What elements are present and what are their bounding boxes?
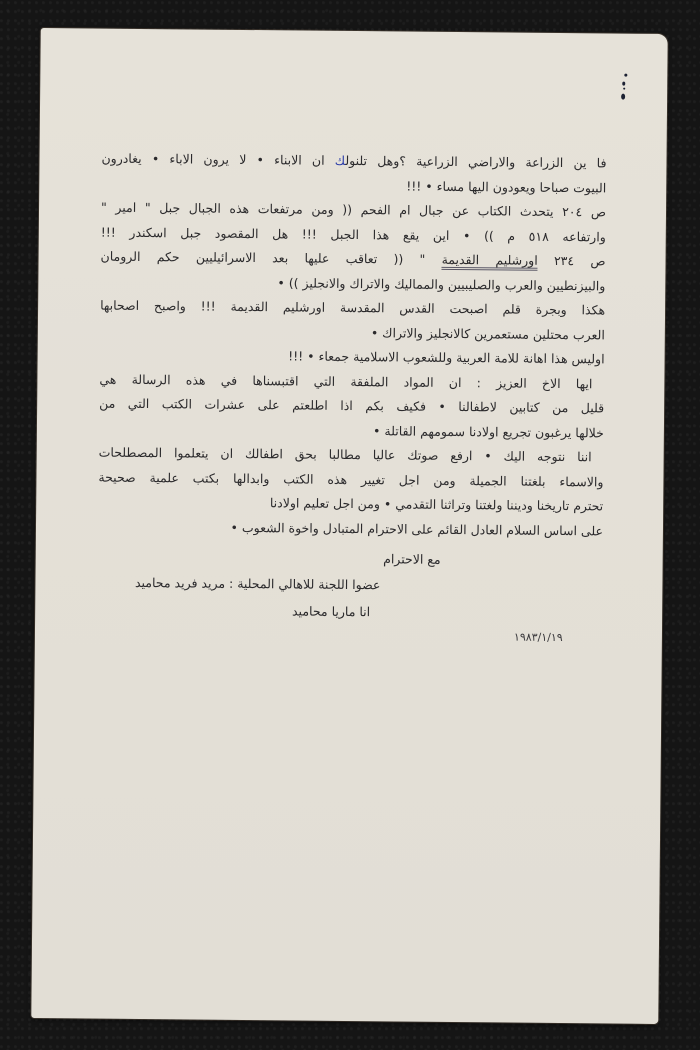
letter-body [98,147,607,544]
correction-mark: ك [334,152,346,168]
signature-line-2: انا ماريا محاميد [291,603,371,620]
signature-line-1: عضوا اللجنة للاهالي المحلية : مريد فريد محاميد [134,574,381,593]
text-segment: فا ين الزراعة والاراضي الزراعية ؟وهل تلنول [345,152,607,171]
body-line-13: اننا نتوجه اليك • ارفع صوتك عاليا مطالبا بحق اطفالك ان يتعلموا المصطلحات [98,444,592,465]
body-line-12: خلالها يرغبون تجريع اولادنا سمومهم القاتلة • [373,422,604,440]
body-line-9: اوليس هذا اهانة للامة العربية وللشعوب الاسلامية جمعاء • !!! [288,348,605,367]
letter-date: ١٩٨٣/١/١٩ [513,630,563,645]
body-line-14: والاسماء بلغتنا الجميلة ومن اجل تغيير هذه الكتب وابدالها بكتب علمية صحيحة [98,469,604,489]
text-segment: " (( تعاقب عليها بعد الاسرائيليين حكم الرومان [100,248,442,267]
body-line-8: العرب محتلين مستعمرين كالانجليز والاتراك • [370,324,605,342]
body-line-6: والبيزنطيين والعرب والصليبيين والمماليك والاتراك والانجليز )) • [277,274,606,293]
letter-page [31,28,667,1024]
body-line-1 [101,147,606,176]
body-line-3: ص ٢٠٤ يتحدث الكتاب عن جبال ام الفحم (( ومن مرتفعات هذه الجبال جبل " امير " [100,199,607,220]
text-segment: ان الابناء • لا يرون الاباء • يغادرون [101,150,335,168]
body-line-5 [100,245,605,274]
text-segment: ص ٢٣٤ [537,252,606,269]
body-line-2: البيوت صباحا ويعودون اليها مساء • !!! [406,178,607,195]
underlined-phrase: اورشليم القديمة [442,252,538,271]
body-line-7: هكذا وبجرة قلم اصبحت القدس المقدسة اورشليم القديمة !!! واصبح اصحابها [100,297,606,318]
body-line-16: على اساس السلام العادل القائم على الاحترام المتبادل واخوة الشعوب • [230,519,604,538]
closing-salutation: مع الاحترام [383,551,441,567]
body-line-15: تحترم تاريخنا وديننا ولغتنا وتراثنا التقدمي • ومن اجل تعليم اولادنا [269,495,604,514]
ink-mark-icon [621,74,629,104]
body-line-10: ايها الاخ العزيز : ان المواد الملفقة التي اقتبسناها في هذه الرسالة هي [99,371,593,391]
body-line-11: قليل من كتابين لاطفالنا • فكيف بكم اذا اطلعتم على عشرات الكتب التي من [99,395,605,416]
body-line-4: وارتفاعه ٥١٨ م )) • اين يقع هذا الجبل !!! هل المقصود جبل اسكندر !!! [100,224,606,244]
